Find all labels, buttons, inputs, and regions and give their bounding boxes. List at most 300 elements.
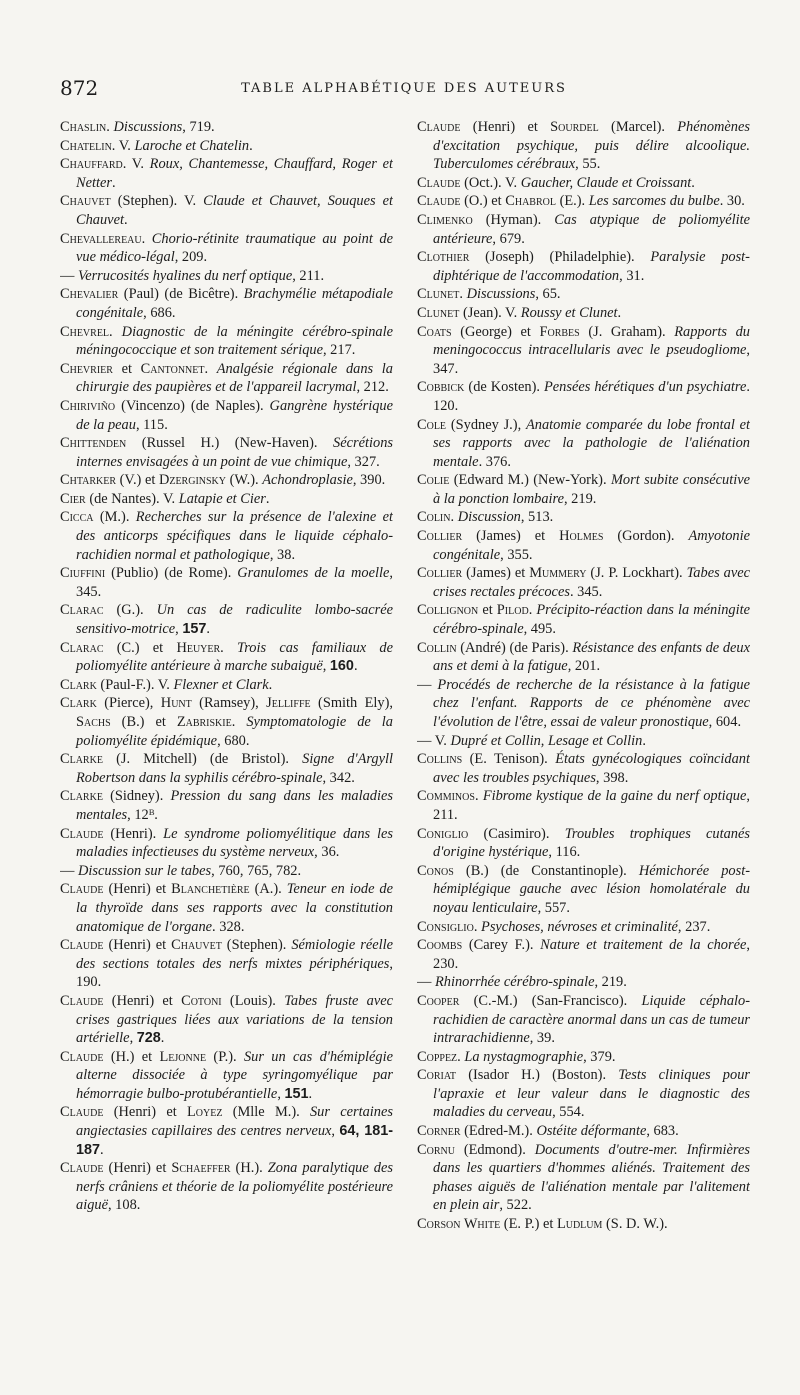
page-ref: , 115.: [135, 416, 168, 433]
entry-title: Procédés de recherche de la résistance à la fatigue chez l'enfant. Rapports de ce phénomène avec l'évolution de l'être, essai de valeur pronostique: [433, 676, 750, 730]
author-name: Ludlum: [556, 1216, 603, 1233]
entry-title: Résistance des enfants de deux ans et demi à la fatigue: [433, 639, 750, 675]
author-name: Jelliffe: [266, 695, 311, 712]
entry-title: Anatomie comparée du lobe frontal et ses rapports avec la pathologie de l'aliénation mentale: [433, 416, 750, 470]
entry-text: —: [60, 862, 78, 879]
index-entry: [60, 639, 393, 676]
entry-text: (V.) et: [116, 472, 159, 489]
page-ref: , 31.: [619, 267, 645, 284]
index-entry: [60, 1103, 393, 1159]
entry-text: (Hyman).: [472, 211, 555, 228]
page-ref: , 230.: [433, 937, 750, 972]
page-ref: ,: [175, 621, 183, 638]
index-entry: [60, 750, 393, 787]
entry-text: (Paul) (de Bicêtre).: [118, 286, 244, 303]
entry-text: (Publio) (de Rome).: [105, 565, 238, 582]
index-entry: [60, 155, 393, 192]
page-ref: , 219.: [563, 490, 597, 507]
entry-text: .: [308, 1085, 313, 1102]
entry-title: Teneur en iode de la thyroïde dans ses rapports avec la constitution anatomique de l'organe: [76, 881, 393, 935]
left-column: [60, 118, 393, 1388]
entry-text: (Henri) et: [103, 1160, 172, 1177]
entry-title: Documents d'outre-mer. Infirmières dans les quartiers d'hommes aliénés. Traitement des phases aiguës de l'aliénation mentale par l'alitement en plein air: [433, 1141, 750, 1214]
author-name: Holmes: [559, 528, 604, 545]
entry-title: Hémichorée post-hémiplégique gauche avec lésion homolatérale du noyau lenticulaire: [433, 862, 750, 916]
author-name: Clarke: [60, 751, 103, 768]
entry-text: (Carey F.).: [462, 937, 541, 954]
entry-text: (James) et: [462, 565, 530, 582]
entry-text: (O.) et: [460, 193, 506, 210]
index-entry: [60, 230, 393, 267]
entry-text: (Vincenzo) (de Naples).: [115, 397, 270, 414]
index-entry: [417, 787, 750, 824]
entry-text: (Pierce),: [96, 695, 161, 712]
index-entry: [417, 676, 750, 732]
author-name: Collignon: [417, 602, 479, 619]
index-entry: [417, 378, 750, 415]
entry-text: (Henri) et: [103, 881, 172, 898]
page-ref: .: [249, 137, 253, 154]
entry-text: —: [60, 267, 78, 284]
author-name: Claude: [60, 992, 104, 1009]
author-name: Claude: [60, 881, 104, 898]
page-ref: , 55.: [575, 156, 601, 173]
entry-title: Ostéite déformante: [536, 1123, 647, 1140]
author-name: Cotoni: [181, 992, 222, 1009]
author-name: Claude: [60, 1104, 104, 1121]
entry-text: (Russel H.) (New-Haven).: [126, 435, 334, 452]
entry-text: (Henri) et: [460, 119, 551, 135]
index-entry: [60, 285, 393, 322]
page-ref: , 327.: [347, 453, 380, 470]
entry-text: (A.).: [249, 881, 287, 898]
author-name: Dzerginsky: [158, 472, 226, 489]
entry-title: Brachymélie métapodiale congénitale: [76, 286, 393, 321]
author-name: Ciuffini: [60, 565, 106, 582]
entry-title: La nystagmographie: [464, 1048, 584, 1065]
entry-text: (Oct.). V.: [460, 174, 521, 191]
index-entry: [60, 137, 393, 156]
entry-title: Sémiologie réelle des sections totales des nerfs mixtes périphériques: [76, 937, 393, 972]
author-name: Coriat: [417, 1067, 457, 1084]
page-ref: , 212.: [356, 379, 389, 396]
author-name: Loyez: [187, 1104, 223, 1121]
author-name: Collier: [417, 565, 463, 582]
page-ref: ,: [331, 1123, 340, 1140]
author-name: Sourdel: [550, 119, 599, 135]
author-name: Chevalier: [60, 286, 119, 303]
index-entry: [417, 416, 750, 472]
page-ref: , 347.: [433, 342, 750, 377]
page-ref: , 679.: [492, 230, 525, 247]
entry-text: (George) et: [451, 323, 540, 340]
entry-title: Sur certaines angiectasies capillaires des centres nerveux: [76, 1104, 393, 1140]
entry-text: (Louis).: [221, 992, 285, 1009]
entry-title: Flexner et Clark: [173, 676, 269, 693]
page-ref: . 376.: [478, 453, 511, 470]
entry-title: Le syndrome poliomyélitique dans les maladies infectieuses du système nerveux: [76, 825, 393, 861]
index-entry: [60, 360, 393, 397]
entry-title: Nature et traitement de la chorée: [540, 937, 747, 954]
index-entry: [60, 434, 393, 471]
entry-text: (Edred-M.).: [460, 1123, 537, 1140]
entry-title: Roussy et Clunet: [520, 304, 618, 321]
entry-text: (Henri) et: [103, 1104, 187, 1121]
index-entry: [417, 192, 750, 211]
entry-title: Mort subite consécutive à la ponction lombaire: [433, 472, 750, 507]
page-ref: , 495.: [523, 621, 556, 638]
entry-text: (Jean). V.: [459, 304, 521, 321]
page-number: 872: [60, 76, 99, 100]
entry-title: Un cas de radiculite lombo-sacrée sensitivo-motrice: [76, 602, 393, 638]
entry-text: (J. Graham).: [579, 323, 675, 340]
index-entry: [417, 862, 750, 918]
index-entry: [417, 992, 750, 1048]
index-entry: [417, 1066, 750, 1122]
index-entry: [60, 118, 393, 137]
entry-title: Tabes avec crises rectales précoces: [433, 565, 750, 600]
entry-text: (Casimiro).: [468, 825, 565, 842]
page-ref: , 680.: [217, 732, 250, 749]
entry-title: Paralysie post-diphtérique de l'accommodation: [433, 249, 750, 284]
index-entry: [60, 787, 393, 824]
page-ref: .: [691, 174, 695, 191]
entry-text: (Marcel).: [598, 119, 678, 135]
entry-text: (Smith Ely),: [310, 695, 393, 712]
index-entry: [417, 211, 750, 248]
page-ref: , 513.: [520, 509, 554, 526]
entry-text: (E. Tenison).: [462, 751, 556, 768]
entry-title: Tests cliniques pour l'apraxie et leur valeur dans le diagnostic des maladies du cerveau: [433, 1067, 750, 1121]
page-ref: , 211.: [433, 788, 750, 823]
author-name: Zabriskie: [176, 714, 232, 730]
author-name: Claude: [60, 1048, 104, 1065]
entry-text: .: [160, 1030, 165, 1047]
index-entry: [417, 1215, 750, 1234]
entry-text: (S. D. W.).: [602, 1216, 668, 1233]
author-name: Comminos.: [417, 788, 479, 805]
author-name: Clark: [60, 695, 97, 712]
entry-title: Discussions: [113, 119, 183, 135]
author-name: Collier: [417, 528, 463, 545]
entry-text: (James) et: [462, 528, 560, 545]
index-entry: [60, 1048, 393, 1104]
entry-text: (G.).: [103, 602, 157, 619]
entry-text: (Henri) et: [103, 937, 172, 954]
entry-title: Pensées hérétiques d'un psychiatre: [543, 379, 747, 396]
entry-title: Phénomènes d'excitation psychique, puis délire alcoolique. Tuberculomes cérébraux: [433, 119, 750, 173]
entry-text: (Stephen). V.: [110, 193, 204, 210]
index-entry: [60, 471, 393, 490]
entry-text: (Mlle M.).: [222, 1104, 310, 1121]
page-ref: , 39.: [529, 1030, 555, 1047]
entry-title: Pression du sang dans les maladies mentales: [76, 788, 393, 823]
page-ref-bold: 157: [182, 621, 207, 638]
author-name: Corson White: [417, 1216, 501, 1233]
entry-text: (W.).: [226, 472, 263, 489]
entry-text: .: [100, 1141, 104, 1158]
index-entry: [60, 192, 393, 229]
entry-title: Latapie et Cier: [178, 490, 266, 507]
index-entry: [417, 1122, 750, 1141]
entry-text: et: [112, 360, 141, 377]
author-name: Conos: [417, 862, 454, 879]
page-ref: , 108.: [107, 1197, 141, 1214]
author-name: Pilod: [496, 602, 529, 619]
index-entry: [417, 1141, 750, 1215]
index-entry: [417, 564, 750, 601]
entry-text: (Paul-F.). V.: [96, 676, 174, 693]
entry-text: .: [528, 602, 537, 619]
index-entry: [417, 323, 750, 379]
page-ref: , 219.: [594, 974, 627, 991]
page-ref: , 398.: [595, 769, 629, 786]
author-name: Cier: [60, 490, 86, 507]
entry-text: (Edmond).: [454, 1141, 535, 1158]
index-entry: [60, 564, 393, 601]
entry-text: (Gordon).: [603, 528, 689, 545]
entry-title: Discussion sur le tabes: [78, 862, 212, 879]
author-name: Chevrel.: [60, 323, 113, 340]
index-entry: [60, 323, 393, 360]
author-name: Colin.: [417, 509, 455, 526]
author-name: Chevallereau.: [60, 230, 146, 247]
entry-title: Zona paralytique des nerfs crâniens et théorie de la poliomyélite postérieure aiguë: [76, 1160, 393, 1214]
author-name: Clunet: [417, 304, 460, 321]
author-name: Chauvet: [171, 937, 222, 954]
entry-title: Gangrène hystérique de la peau: [76, 397, 393, 433]
page-ref: , 760, 765, 782.: [211, 862, 302, 879]
index-entry: [60, 992, 393, 1048]
entry-text: [113, 324, 122, 340]
author-name: Chtarker: [60, 472, 117, 489]
index-entry: [60, 267, 393, 286]
entry-title: Verrucosités hyalines du nerf optique: [78, 267, 293, 284]
entry-title: Troubles trophiques cutanés d'origine hystérique: [433, 825, 750, 861]
entry-text: (André) (de Paris).: [456, 639, 573, 656]
entry-title: Rhinorrhée cérébro-spinale: [435, 974, 595, 991]
entry-title: États gynécologiques coïncidant avec les troubles psychiques: [433, 751, 750, 786]
page-ref: , 36.: [314, 844, 340, 861]
index-entry: [417, 174, 750, 193]
entry-title: Analgésie régionale dans la chirurgie des paupières et de l'appareil lacrymal: [76, 360, 393, 396]
entry-title: Cas atypique de poliomyélite antérieure: [433, 211, 750, 247]
entry-title: Signe d'Argyll Robertson dans la syphilis cérébro-spinale: [76, 751, 393, 786]
entry-title: Dupré et Collin, Lesage et Collin: [450, 732, 643, 749]
page-ref: .: [111, 174, 116, 191]
author-name: Chiriviño: [60, 397, 116, 414]
index-entry: [60, 490, 393, 509]
entry-text: (J. P. Lockhart).: [586, 565, 687, 582]
entry-title: Recherches sur la présence de l'alexine et des anticorps spécifiques dans le liquide céphalo-rachidien normal et pathologique: [76, 509, 393, 563]
entry-text: .: [204, 360, 217, 377]
entry-title: Précipito-réaction dans la méningite cérébro-spinale: [433, 602, 750, 638]
entry-text: (Sydney J.),: [446, 416, 526, 433]
entry-title: Discussion: [457, 509, 521, 526]
page-ref: , 201.: [567, 658, 601, 675]
index-entry: [417, 508, 750, 527]
page-ref-bold: 151: [284, 1085, 309, 1102]
index-entry: [417, 973, 750, 992]
entry-title: Tabes fruste avec crises gastriques liées aux variations de la tension artérielle: [76, 992, 393, 1047]
entry-text: (Henri) et: [103, 992, 182, 1009]
author-name: Coppez.: [417, 1048, 461, 1065]
entry-title: Claude et Chauvet, Souques et Chauvet: [76, 193, 393, 228]
entry-text: (Sidney).: [102, 788, 171, 805]
entry-title: Psychoses, névroses et criminalité: [481, 918, 678, 935]
author-name: Cooper: [417, 992, 460, 1009]
author-name: Collin: [417, 639, 457, 656]
entry-text: —: [417, 974, 435, 991]
index-entry: [417, 918, 750, 937]
author-name: Coombs: [417, 937, 463, 954]
index-entry: [417, 527, 750, 564]
author-name: Consiglio.: [417, 918, 478, 935]
page-ref: , 345.: [76, 565, 393, 600]
page-ref: , 719.: [182, 119, 215, 135]
entry-title: Discussions: [466, 286, 536, 303]
author-name: Chauffard.: [60, 156, 127, 173]
page-ref: , 342.: [322, 769, 355, 786]
index-entry: [417, 601, 750, 638]
author-name: Chabrol: [505, 193, 556, 210]
entry-text: (C.-M.) (San-Francisco).: [459, 992, 642, 1009]
author-name: Cantonnet: [140, 360, 205, 377]
entry-text: —: [417, 676, 438, 693]
index-entry: [60, 397, 393, 434]
page-ref: , 12ᴮ.: [127, 806, 158, 823]
page-ref: , 557.: [537, 899, 570, 916]
author-name: Chaslin.: [60, 119, 110, 135]
entry-text: (E.).: [555, 193, 589, 210]
entry-text: (Isador H.) (Boston).: [456, 1067, 619, 1084]
entry-title: Liquide céphalo-rachidien de caractère anormal dans un cas de tumeur intrarachidienne: [433, 992, 750, 1047]
index-entry: [60, 694, 393, 750]
index-entry: [60, 880, 393, 936]
index-entry: [417, 285, 750, 304]
author-name: Mummery: [529, 565, 587, 582]
entry-text: (H.).: [230, 1160, 268, 1177]
entry-text: (Henri).: [103, 825, 164, 842]
index-entry: [417, 1048, 750, 1067]
entry-text: .: [231, 714, 247, 730]
index-entry: [417, 118, 750, 174]
author-name: Coniglio: [417, 825, 469, 842]
author-name: Blanchetière: [171, 881, 250, 898]
page-ref: ,: [277, 1085, 285, 1102]
page-ref: , 237.: [677, 918, 711, 935]
author-name: Chatelin.: [60, 137, 116, 154]
entry-text: .: [353, 658, 358, 675]
author-name: Clothier: [417, 249, 470, 266]
page-ref-bold: 64, 181-187: [76, 1123, 393, 1158]
page-ref: ,: [322, 658, 330, 675]
page-ref: , 65.: [535, 286, 561, 303]
entry-title: Roux, Chantemesse, Chauffard, Roger et Netter: [76, 156, 393, 191]
page-ref: , 38.: [269, 546, 296, 563]
entry-text: (P.).: [206, 1048, 244, 1065]
entry-title: Chorio-rétinite traumatique au point de vue médico-légal: [76, 230, 393, 266]
author-name: Clarke: [60, 788, 103, 805]
index-entry: [417, 471, 750, 508]
page-ref: , 116.: [548, 844, 581, 861]
author-name: Heuyer: [176, 639, 221, 656]
entry-text: (M.).: [93, 509, 136, 526]
entry-text: .: [206, 621, 210, 638]
entry-text: et: [478, 602, 497, 619]
index-entry: [60, 508, 393, 564]
page-ref: . 120.: [433, 379, 750, 414]
index-entry: [417, 936, 750, 973]
page-ref: , 554.: [552, 1104, 585, 1121]
page-ref: , 355.: [500, 546, 533, 563]
page-ref: . 345.: [569, 583, 603, 600]
entry-text: (H.) et: [103, 1048, 160, 1065]
index-entry: [60, 936, 393, 992]
running-title: TABLE ALPHABÉTIQUE DES AUTEURS: [241, 81, 567, 96]
author-name: Clarac: [60, 602, 104, 619]
page-ref-bold: 160: [329, 658, 354, 675]
author-name: Coats: [417, 323, 452, 340]
author-name: Clark: [60, 676, 97, 693]
entry-text: V.: [126, 156, 150, 173]
author-name: Claude: [417, 174, 461, 191]
author-name: Colie: [417, 472, 450, 489]
page-ref: , 604.: [708, 714, 742, 730]
entry-text: (de Kosten).: [464, 379, 544, 396]
author-name: Claude: [60, 937, 104, 954]
entry-text: (J. Mitchell) (de Bristol).: [102, 751, 303, 768]
author-name: Forbes: [539, 323, 580, 340]
author-name: Chittenden: [60, 435, 127, 452]
entry-text: .: [220, 639, 238, 656]
index-entry: [417, 248, 750, 285]
page-ref: , 390.: [352, 472, 386, 489]
author-name: Clunet.: [417, 286, 463, 303]
entry-text: (B.) et: [110, 714, 177, 730]
author-name: Lejonne: [159, 1048, 207, 1065]
index-entry: [60, 676, 393, 695]
author-name: Climenko: [417, 211, 473, 228]
author-name: Clarac: [60, 639, 104, 656]
entry-title: Sur un cas d'hémiplégie alterne dissociée à type syringomyélique par hémorragie bulbo-protubérantielle: [76, 1048, 393, 1102]
index-entry: [417, 639, 750, 676]
right-column: [417, 118, 750, 1388]
author-name: Cornu: [417, 1141, 455, 1158]
page-ref: , 217.: [322, 342, 356, 359]
author-name: Chauvet: [60, 193, 111, 210]
index-entry: [417, 304, 750, 323]
author-name: Sachs: [76, 714, 111, 730]
page-ref: .: [617, 304, 622, 321]
entry-text: (Joseph) (Philadelphie).: [469, 249, 651, 266]
entry-title: Symptomatologie de la poliomyélite épidémique: [76, 714, 393, 749]
page-ref: , 379.: [583, 1048, 616, 1065]
page-header: [60, 76, 748, 100]
page-ref: . 30.: [719, 193, 745, 210]
author-name: Schaeffer: [171, 1160, 231, 1177]
entry-text: V.: [115, 137, 135, 154]
author-name: Corner: [417, 1123, 461, 1140]
page-ref: , 686.: [143, 304, 176, 321]
author-name: Chevrier: [60, 360, 113, 377]
entry-text: (C.) et: [103, 639, 177, 656]
author-name: Claude: [60, 1160, 104, 1177]
entry-title: Les sarcomes du bulbe: [588, 193, 720, 210]
entry-text: (E. P.) et: [500, 1216, 557, 1233]
entry-title: Amyotonie congénitale: [433, 528, 750, 563]
entry-text: — V.: [417, 732, 451, 749]
